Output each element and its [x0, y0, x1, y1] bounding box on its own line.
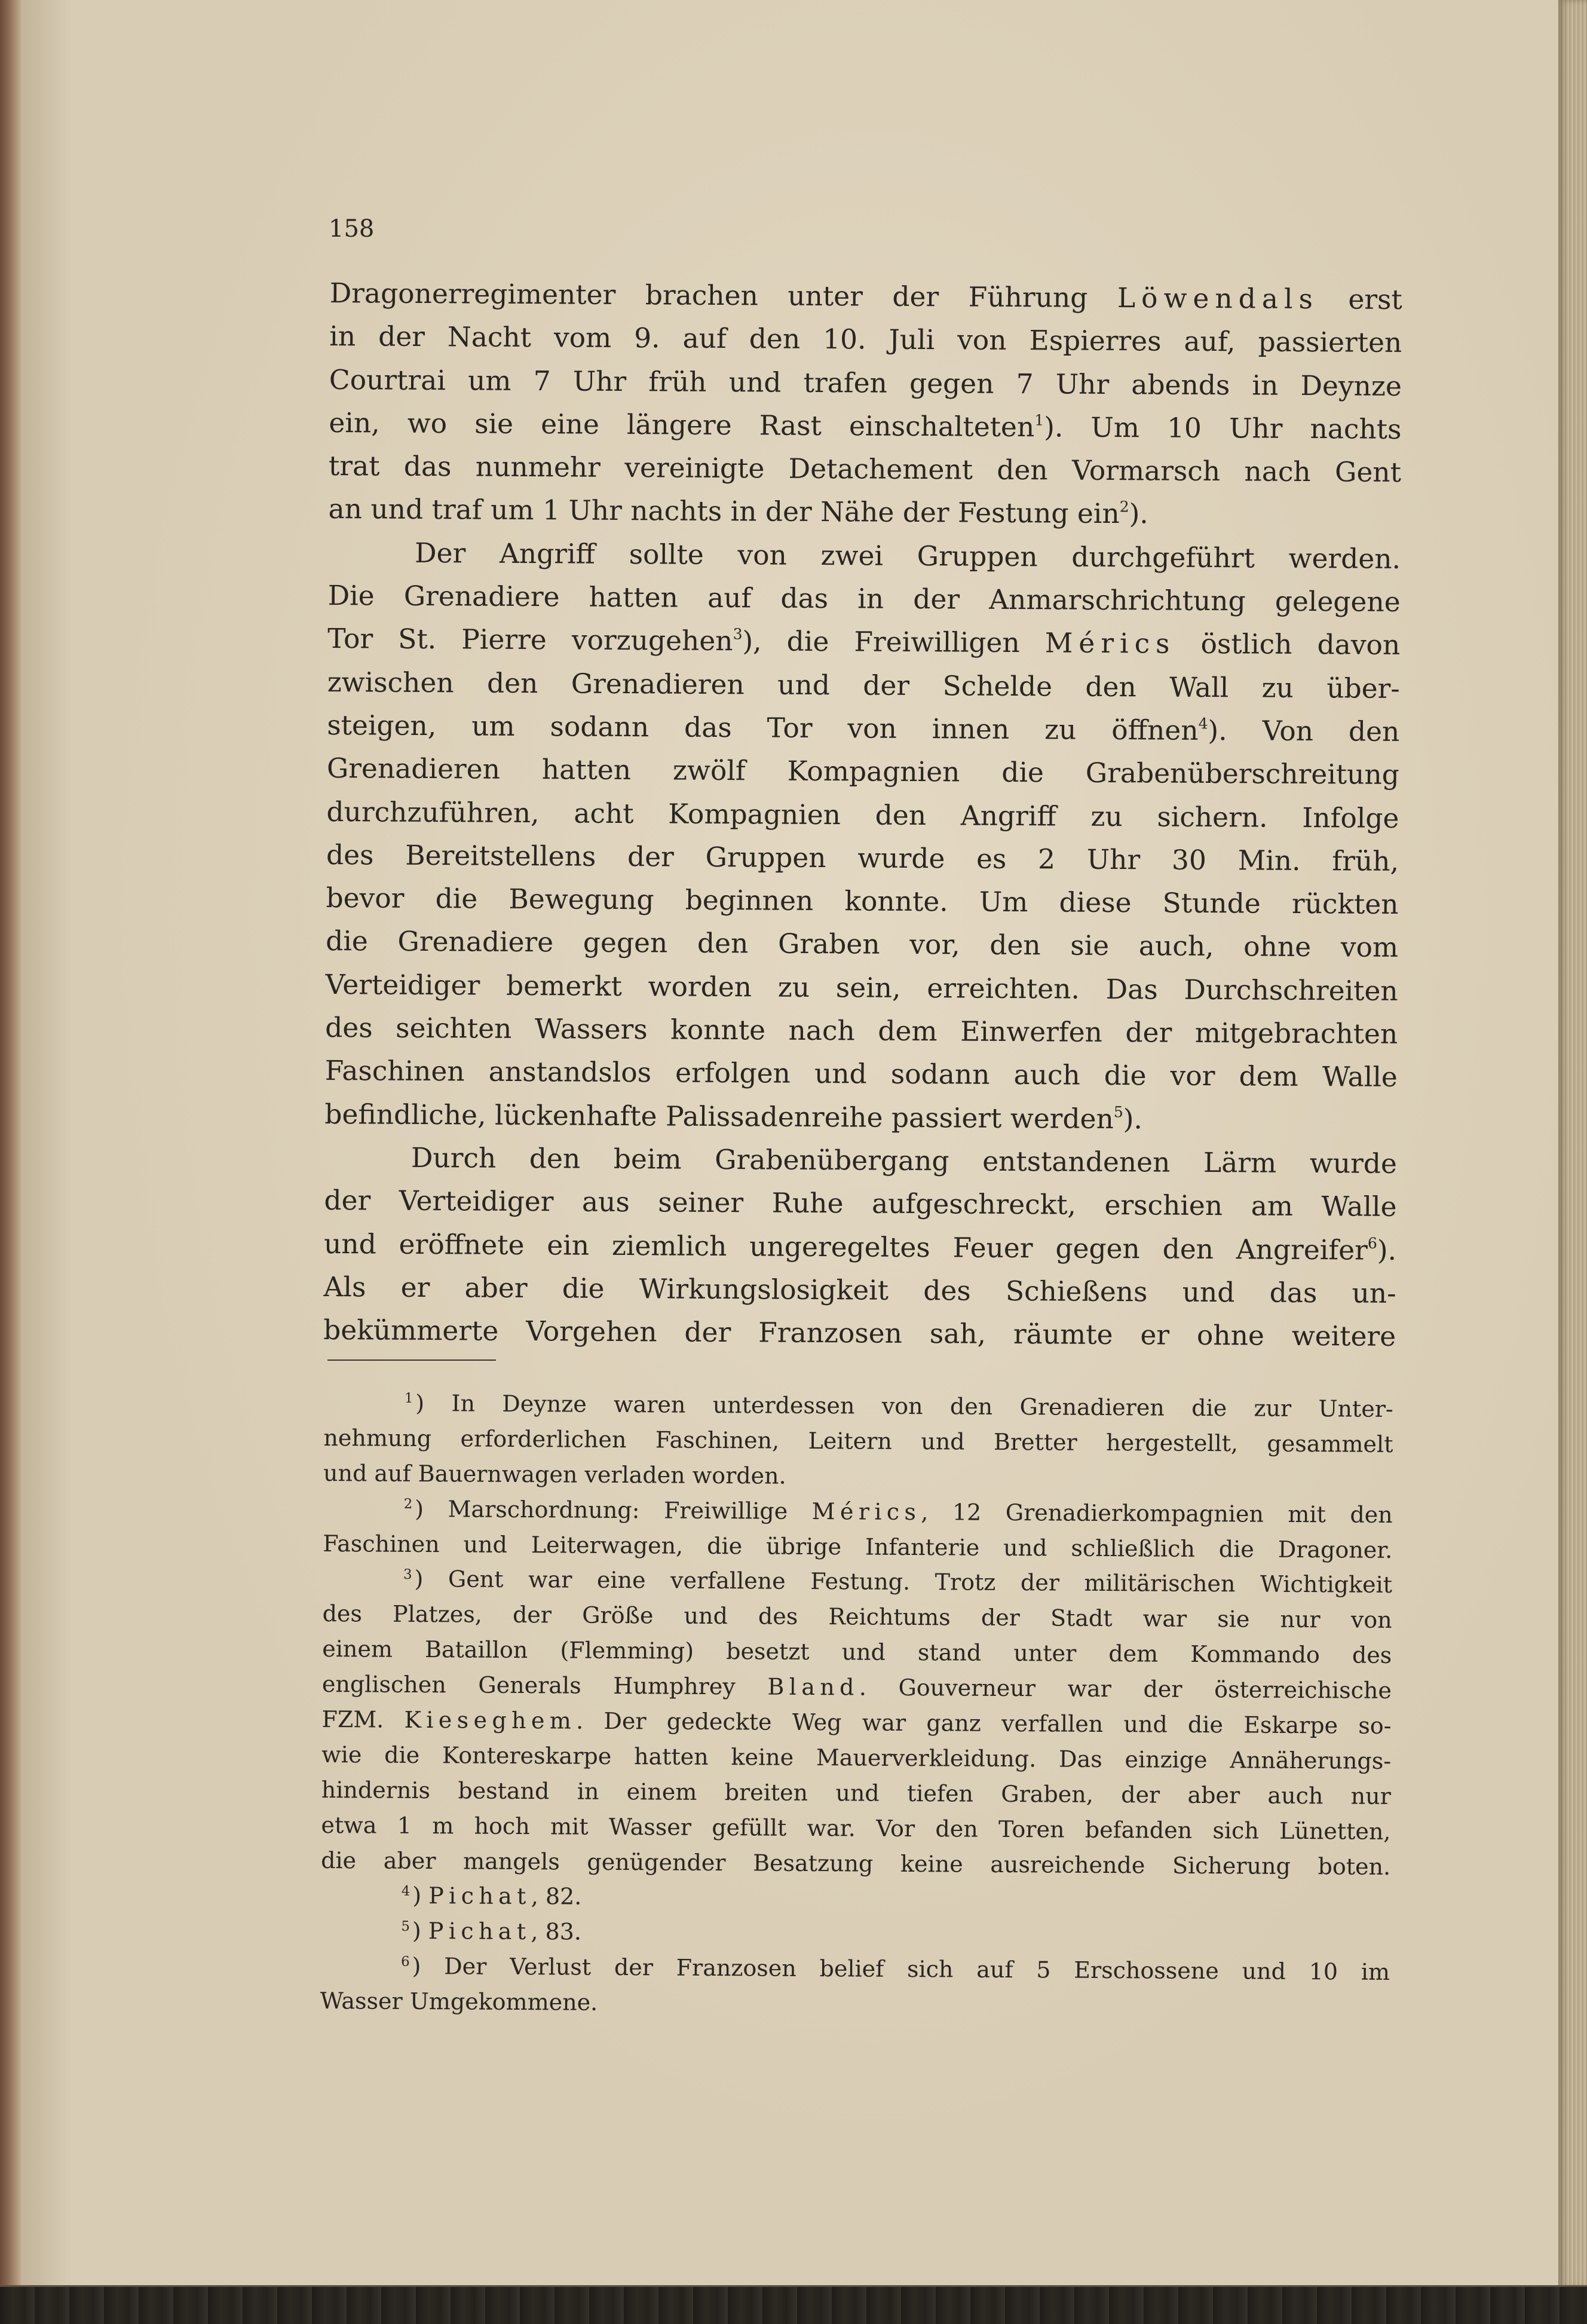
footnote-line [321, 1808, 1390, 1850]
text-run: an und traf um 1 Uhr nachts in der Nähe der Festung ein [328, 493, 1120, 530]
footnote-reference: 5 [1113, 1103, 1123, 1121]
footnote-line [323, 1420, 1393, 1462]
text-run: , 12 Grenadierkompagnien mit den [921, 1498, 1393, 1528]
text-run: ) In Deynze waren unterdessen von den Grenadieren die zur Unter- [415, 1389, 1393, 1422]
text-run: nehmung erforderlichen Faschinen, Leitern und Bretter hergestellt, gesammelt [323, 1424, 1393, 1458]
book-cover-edge [0, 2285, 1587, 2324]
footnote-reference: 3 [733, 625, 743, 643]
text-run: und eröffnete ein ziemlich ungeregeltes Feuer gegen den Angreifer [323, 1227, 1368, 1266]
spaced-name: Pichat [428, 1882, 531, 1910]
text-run: . Gouverneur war der österreichische [859, 1674, 1392, 1704]
body-line [327, 747, 1399, 797]
text-run: Der Angriff sollte von zwei Gruppen durchgeführt werden. [414, 537, 1401, 575]
text-run: ). Um 10 Uhr nachts [1044, 411, 1402, 445]
text-run: englischen Generals Humphrey [321, 1671, 768, 1700]
text-run: durchzuführen, acht Kompagnien den Angriff zu sichern. Infolge [326, 795, 1399, 834]
footnote-number: 5 [401, 1918, 410, 1934]
page-edges [1558, 0, 1587, 2289]
text-run: erst [1318, 283, 1402, 316]
text-run: Die Grenadiere hatten auf das in der Anmarschrichtung gelegene [327, 580, 1401, 618]
spaced-name: Kieseghem [404, 1706, 577, 1734]
footnote-line [323, 1526, 1392, 1568]
footnote-line [323, 1491, 1393, 1533]
body-line [323, 1266, 1396, 1315]
text-run: ). [1123, 1103, 1143, 1135]
text-run: trat das nunmehr vereinigte Detachement den Vormarsch nach Gent [328, 450, 1402, 489]
text-run: . Der gedeckte Weg war ganz verfallen und die Eskarpe so- [576, 1707, 1392, 1739]
text-run: in der Nacht vom 9. auf den 10. Juli von Espierres auf, passierten [329, 320, 1402, 359]
body-line [329, 402, 1401, 451]
text-run: Faschinen und Leiterwagen, die übrige Infanterie und schließlich die Dragoner. [323, 1530, 1393, 1563]
footnote-line [322, 1667, 1392, 1708]
body-line [325, 1006, 1398, 1056]
text-run: Faschinen anstandslos erfolgen und sodann auch die vor dem Walle [324, 1055, 1398, 1094]
body-line [329, 359, 1402, 408]
footnote-number: 6 [401, 1953, 410, 1970]
text-run: Wasser Umgekommene. [320, 1988, 598, 2016]
body-line [326, 834, 1399, 883]
text-run: und auf Bauernwagen verladen worden. [323, 1459, 786, 1489]
body-line [326, 877, 1398, 926]
text-run: einem Bataillon (Flemming) besetzt und stand unter dem Kommando des [322, 1636, 1392, 1669]
text-run: befindliche, lückenhafte Palissadenreihe passiert werden [324, 1098, 1114, 1135]
text-run: ), die Freiwilligen [742, 625, 1045, 659]
footnotes [320, 1385, 1393, 2025]
footnote-line [320, 1983, 1390, 2025]
body-line [324, 1093, 1397, 1143]
text-run: ). Von den [1208, 714, 1400, 748]
footnote-line [322, 1596, 1392, 1638]
footnote-number: 4 [401, 1883, 410, 1899]
footnote-number: 3 [403, 1566, 412, 1582]
body-line [327, 661, 1400, 711]
text-run: ) [412, 1918, 428, 1945]
footnote-reference: 6 [1367, 1234, 1377, 1252]
body-line [323, 1309, 1396, 1358]
text-run: , 82. [531, 1883, 582, 1910]
body-line [326, 791, 1399, 840]
text-run: Durch den beim Grabenübergang entstandenen Lärm wurde [410, 1141, 1398, 1180]
footnote-line [324, 1385, 1393, 1427]
text-run: Als er aber die Wirkungslosigkeit des Schießens und das un- [323, 1270, 1396, 1309]
spaced-name: Löwendals [1117, 282, 1319, 316]
text-run: FZM. [321, 1706, 405, 1733]
body-line [324, 1223, 1396, 1272]
body-line [330, 272, 1402, 321]
text-run: ). [1377, 1234, 1397, 1266]
text-run: bevor die Bewegung beginnen konnte. Um diese Stunde rückten [326, 882, 1399, 921]
text-run: ein, wo sie eine längere Rast einschalteten [329, 406, 1035, 443]
text-run: steigen, um sodann das Tor von innen zu öffnen [327, 709, 1199, 746]
footnote-line [323, 1561, 1392, 1603]
body-line [329, 445, 1401, 494]
footnote-separator [327, 1360, 496, 1361]
body-line [325, 1049, 1398, 1099]
body-line [324, 1136, 1397, 1186]
body-line [327, 704, 1399, 754]
footnote-line [321, 1843, 1390, 1885]
footnote-number: 1 [404, 1391, 413, 1407]
footnote-reference: 1 [1034, 411, 1044, 429]
page-number: 158 [329, 215, 375, 243]
text-run: die aber mangels genügender Besatzung keine ausreichende Sicherung boten. [321, 1847, 1391, 1880]
text-run: ) Gent war eine verfallene Festung. Trotz der militärischen Wichtigkeit [414, 1566, 1393, 1599]
text-run: des seichten Wassers konnte nach dem Einwerfen der mitgebrachten [325, 1012, 1398, 1050]
spaced-name: Mérics [811, 1498, 921, 1525]
text-run: Dragonerregimenter brachen unter der Führung [329, 277, 1118, 314]
body-line [328, 488, 1401, 537]
footnote-line [323, 1456, 1393, 1498]
text-run: wie die Kontereskarpe hatten keine Mauerverkleidung. Das einzige Annäherungs- [321, 1741, 1392, 1774]
text-run: Courtrai um 7 Uhr früh und trafen gegen 7 Uhr abends in Deynze [329, 363, 1402, 402]
footnote-line [321, 1702, 1391, 1744]
text-run: ). [1129, 498, 1149, 530]
spaced-name: Bland [767, 1673, 859, 1701]
footnote-line [320, 1948, 1390, 1990]
footnote-reference: 4 [1198, 715, 1208, 733]
body-line [327, 617, 1400, 667]
footnote-line [320, 1913, 1390, 1955]
body-text [323, 272, 1402, 1358]
footnote-line [321, 1737, 1391, 1779]
body-line [324, 1179, 1396, 1229]
text-run: ) Der Verlust der Franzosen belief sich auf 5 Erschossene und 10 im [412, 1953, 1390, 1986]
text-run: die Grenadiere gegen den Graben vor, den sie auch, ohne vom [325, 925, 1399, 964]
text-run: , 83. [531, 1918, 582, 1946]
book-binding [0, 0, 23, 2324]
text-run: Verteidiger bemerkt worden zu sein, erreichten. Das Durchschreiten [325, 968, 1398, 1007]
text-run: Grenadieren hatten zwölf Kompagnien die Grabenüberschreitung [326, 752, 1400, 791]
text-run: bekümmerte Vorgehen der Franzosen sah, räumte er ohne weitere [323, 1314, 1396, 1353]
text-run: der Verteidiger aus seiner Ruhe aufgeschreckt, erschien am Walle [324, 1184, 1397, 1223]
text-run: zwischen den Grenadieren und der Schelde den Wall zu über- [327, 666, 1400, 705]
footnote-number: 2 [403, 1496, 413, 1512]
body-line [326, 920, 1398, 969]
footnote-line [322, 1631, 1392, 1673]
text-run: des Platzes, der Größe und des Reichtums der Stadt war sie nur von [322, 1600, 1392, 1634]
body-line [327, 574, 1400, 624]
text-run: des Bereitstellens der Gruppen wurde es 2 Uhr 30 Min. früh, [326, 838, 1399, 877]
spaced-name: Mérics [1044, 627, 1176, 660]
text-run: hindernis bestand in einem breiten und tiefen Graben, der aber auch nur [321, 1776, 1391, 1809]
text-run: östlich davon [1175, 628, 1401, 662]
text-run: ) [412, 1882, 429, 1909]
spaced-name: Pichat [428, 1918, 531, 1945]
footnote-line [321, 1878, 1390, 1919]
body-line [328, 531, 1401, 581]
text-run: etwa 1 m hoch mit Wasser gefüllt war. Vor den Toren befanden sich Lünetten, [321, 1811, 1391, 1845]
body-line [329, 315, 1402, 365]
body-line [325, 963, 1398, 1013]
footnote-line [321, 1772, 1391, 1814]
text-run: Tor St. Pierre vorzugehen [327, 623, 733, 657]
text-run: ) Marschordnung: Freiwillige [415, 1495, 812, 1524]
footnote-reference: 2 [1119, 498, 1129, 516]
